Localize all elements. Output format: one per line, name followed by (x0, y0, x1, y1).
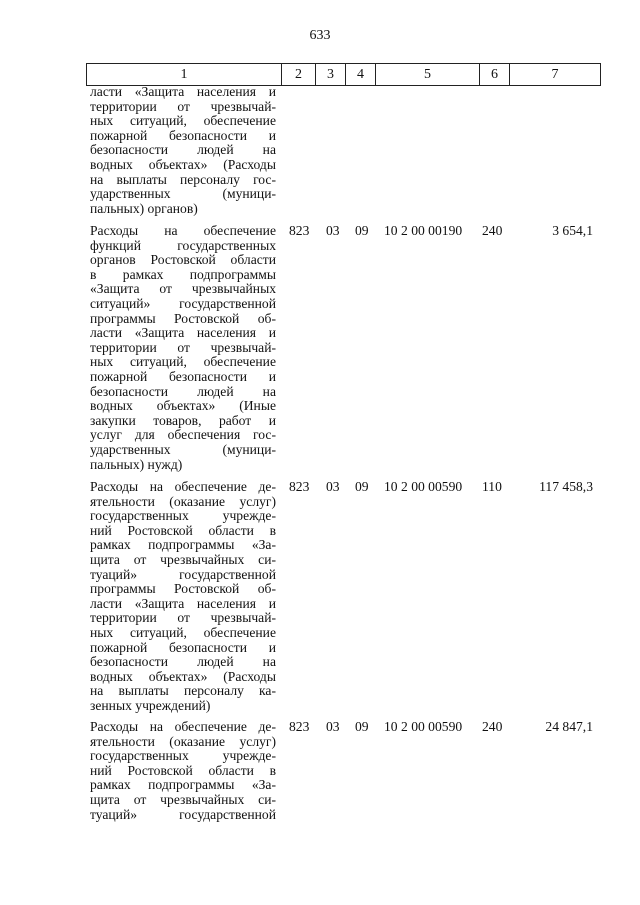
cell-target-article: 10 2 00 00190 (384, 223, 463, 238)
cell-section: 03 (326, 719, 340, 734)
description-line: туаций» государственной (90, 807, 276, 822)
description-line: программы Ростовской об- (90, 582, 276, 597)
cell-target-article: 10 2 00 00590 (384, 479, 463, 494)
description-line: пальных) нужд) (90, 457, 183, 472)
description-line: безопасности людей на (90, 384, 276, 399)
cell-ministry: 823 (289, 479, 310, 494)
table-row (0, 720, 640, 830)
description-line: в рамках подпрограммы (90, 267, 276, 282)
description-line: ласти «Защита населения и (90, 596, 276, 611)
row-description (90, 720, 276, 822)
cell-amount: 24 847,1 (545, 719, 593, 734)
cell-amount: 3 654,1 (552, 223, 593, 238)
cell-ministry: 823 (289, 223, 310, 238)
cell-expense-type: 110 (482, 479, 502, 494)
header-col-5: 5 (376, 64, 480, 86)
page-number: 633 (309, 28, 331, 43)
description-line: ласти «Защита населения и (90, 326, 276, 341)
description-line: пальных) органов) (90, 201, 198, 216)
table-header (86, 63, 601, 86)
description-line: туаций» государственной (90, 567, 276, 582)
cell-subsection: 09 (355, 719, 369, 734)
cell-section: 03 (326, 223, 340, 238)
description-line: ных ситуаций, обеспечение (90, 114, 276, 129)
description-line: ных ситуаций, обеспечение (90, 625, 276, 640)
row-description (90, 224, 276, 472)
description-line: территории от чрезвычай- (90, 340, 276, 355)
table-body (0, 85, 640, 830)
cell-target-article: 10 2 00 00590 (384, 719, 463, 734)
description-line: пожарной безопасности и (90, 369, 276, 384)
row-description (90, 85, 276, 216)
header-col-4: 4 (346, 64, 376, 86)
cell-expense-type: 240 (482, 223, 503, 238)
description-line: территории от чрезвычай- (90, 611, 276, 626)
table-row (0, 85, 640, 224)
cell-expense-type: 240 (482, 719, 503, 734)
header-col-7: 7 (510, 64, 601, 86)
description-line: пожарной безопасности и (90, 640, 276, 655)
cell-subsection: 09 (355, 223, 369, 238)
description-line: ятельности (оказание услуг) (90, 734, 276, 749)
description-line: ных ситуаций, обеспечение (90, 355, 276, 370)
description-line: ний Ростовской области в (90, 763, 276, 778)
description-line: безопасности людей на (90, 655, 276, 670)
description-line: государственных учрежде- (90, 749, 276, 764)
row-description (90, 480, 276, 714)
header-col-1: 1 (87, 64, 282, 86)
description-line: рамках подпрограммы «За- (90, 778, 276, 793)
description-line: рамках подпрограммы «За- (90, 538, 276, 553)
description-line: водных объектах» (Расходы (90, 157, 276, 172)
description-line: государственных учрежде- (90, 509, 276, 524)
description-line: ний Ростовской области в (90, 523, 276, 538)
description-line: Расходы на обеспечение (90, 224, 276, 238)
table-row (0, 480, 640, 720)
description-line: водных объектах» (Расходы (90, 669, 276, 684)
cell-subsection: 09 (355, 479, 369, 494)
description-line: органов Ростовской области (90, 253, 276, 268)
description-line: функций государственных (90, 238, 276, 253)
description-line: водных объектах» (Иные (90, 399, 276, 414)
description-line: закупки товаров, работ и (90, 413, 276, 428)
description-line: ласти «Защита населения и (90, 85, 276, 99)
description-line: ятельности (оказание услуг) (90, 494, 276, 509)
cell-section: 03 (326, 479, 340, 494)
description-line: щита от чрезвычайных си- (90, 552, 276, 567)
cell-ministry: 823 (289, 719, 310, 734)
description-line: «Защита от чрезвычайных (90, 282, 276, 297)
table-row (0, 224, 640, 480)
description-line: услуг для обеспечения гос- (90, 428, 276, 443)
description-line: щита от чрезвычайных си- (90, 792, 276, 807)
header-col-3: 3 (316, 64, 346, 86)
description-line: Расходы на обеспечение де- (90, 480, 276, 494)
description-line: ударственных (муници- (90, 187, 276, 202)
description-line: ситуаций» государственной (90, 296, 276, 311)
description-line: на выплаты персоналу ка- (90, 684, 276, 699)
description-line: пожарной безопасности и (90, 128, 276, 143)
description-line: на выплаты персоналу гос- (90, 172, 276, 187)
description-line: территории от чрезвычай- (90, 99, 276, 114)
description-line: ударственных (муници- (90, 442, 276, 457)
cell-amount: 117 458,3 (539, 479, 593, 494)
description-line: безопасности людей на (90, 143, 276, 158)
description-line: программы Ростовской об- (90, 311, 276, 326)
header-col-6: 6 (480, 64, 510, 86)
header-col-2: 2 (282, 64, 316, 86)
description-line: зенных учреждений) (90, 698, 211, 713)
description-line: Расходы на обеспечение де- (90, 720, 276, 734)
